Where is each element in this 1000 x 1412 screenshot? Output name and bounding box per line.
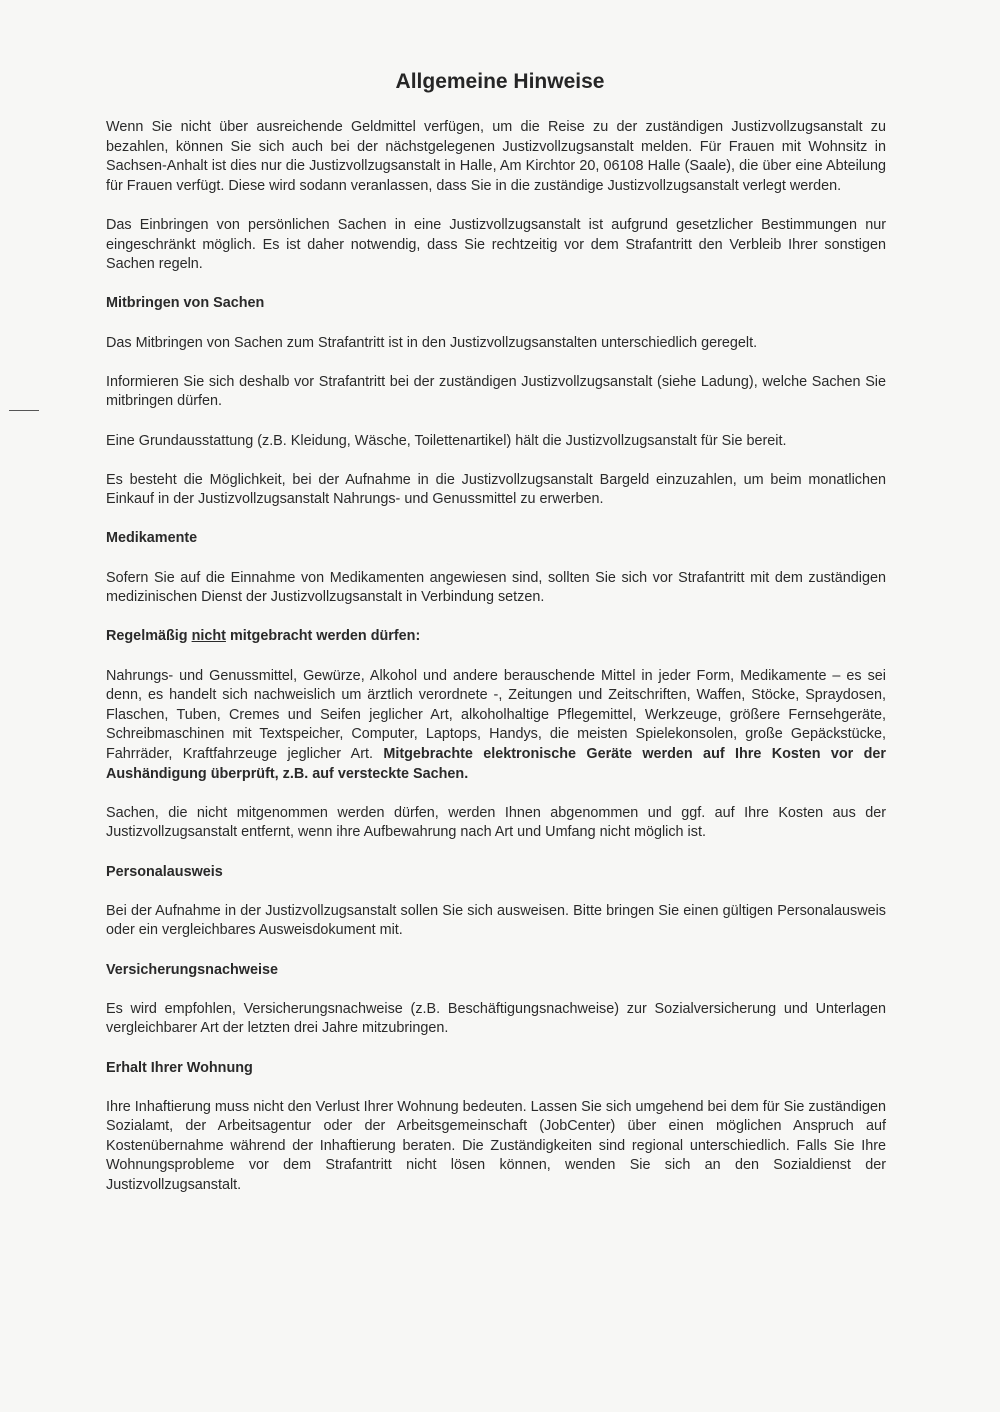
- mitbringen-paragraph-2: Informieren Sie sich deshalb vor Strafantritt bei der zuständigen Justizvollzugsanstalt (siehe Ladung), welche Sachen Sie mitbringen dürfen.: [106, 373, 886, 410]
- verboten-heading-underlined: nicht: [191, 628, 226, 645]
- section-heading-mitbringen: Mitbringen von Sachen: [106, 295, 265, 312]
- section-heading-wohnung: Erhalt Ihrer Wohnung: [106, 1059, 253, 1076]
- verboten-heading-post: mitgebracht werden dürfen:: [225, 628, 421, 645]
- verboten-heading-pre: Regelmäßig: [106, 628, 192, 645]
- intro-paragraph-2: Das Einbringen von persönlichen Sachen in eine Justizvollzugsanstalt ist aufgrund gesetzlicher Bestimmungen nur eingeschränkt möglich. Es ist daher notwendig, dass Sie rechtzeitig vor dem Strafantritt den Verbleib Ihrer sonstigen Sachen regeln.: [106, 216, 886, 273]
- document-body: [106, 118, 886, 1196]
- mitbringen-paragraph-3: Eine Grundausstattung (z.B. Kleidung, Wäsche, Toilettenartikel) hält die Justizvollzugsanstalt für Sie bereit.: [106, 432, 787, 449]
- medikamente-paragraph-1: Sofern Sie auf die Einnahme von Medikamenten angewiesen sind, sollten Sie sich vor Strafantritt mit dem zuständigen medizinischen Dienst der Justizvollzugsanstalt in Verbindung setzen.: [106, 569, 886, 606]
- section-heading-verboten: [106, 627, 886, 647]
- page-title: Allgemeine Hinweise: [395, 70, 605, 93]
- versicherung-paragraph-1: Es wird empfohlen, Versicherungsnachweise (z.B. Beschäftigungsnachweise) zur Sozialversicherung und Unterlagen vergleichbarer Art der letzten drei Jahre mitzubringen.: [106, 1000, 886, 1037]
- section-heading-versicherung: Versicherungsnachweise: [106, 961, 278, 978]
- intro-paragraph-1: Wenn Sie nicht über ausreichende Geldmittel verfügen, um die Reise zu der zuständigen Justizvollzugsanstalt zu bezahlen, können Sie sich auch bei der nächstgelegenen Justizvollzugsanstalt melden. Für Frauen mit Wohnsitz in Sachsen-Anhalt ist dies nur die Justizvollzugsanstalt in Halle, Am Kirchtor 20, 06108 Halle (Saale), die über eine Abteilung für Frauen verfügt. Diese wird sodann veranlassen, dass Sie in die zuständige Justizvollzugsanstalt verlegt werden.: [106, 119, 886, 194]
- mitbringen-paragraph-4: Es besteht die Möglichkeit, bei der Aufnahme in die Justizvollzugsanstalt Bargeld einzuzahlen, um beim monatlichen Einkauf in der Justizvollzugsanstalt Nahrungs- und Genussmittel zu erwerben.: [106, 471, 886, 508]
- verboten-bold-notice: Mitgebrachte elektronische Geräte werden auf Ihre Kosten vor der Aushändigung überprüft, z.B. auf versteckte Sachen.: [106, 746, 886, 782]
- verboten-list-text: Nahrungs- und Genussmittel, Gewürze, Alkohol und andere berauschende Mittel in jeder Form, Medikamente – es sei denn, es handelt sich nachweislich um ärztlich verordnete -, Zeitungen und Zeitschriften, Waffen, Stöcke, Spraydosen, Flaschen, Tuben, Cremes und Seifen jeglicher Art, alkoholhaltige Pflegemittel, Werkzeuge, größere Fernsehgeräte, Schreibmaschinen mit Textspeicher, Computer, Laptops, Handys, die meisten Spielekonsolen, große Gepäckstücke, Fahrräder, Kraftfahrzeuge jeglicher Art.: [106, 667, 886, 762]
- verboten-paragraph-1: [106, 667, 886, 785]
- fold-mark: [9, 410, 39, 411]
- mitbringen-paragraph-1: Das Mitbringen von Sachen zum Strafantritt ist in den Justizvollzugsanstalten unterschiedlich geregelt.: [106, 334, 758, 351]
- section-heading-medikamente: Medikamente: [106, 530, 198, 547]
- verboten-paragraph-2: Sachen, die nicht mitgenommen werden dürfen, werden Ihnen abgenommen und ggf. auf Ihre Kosten aus der Justizvollzugsanstalt entfernt, wenn ihre Aufbewahrung nach Art und Umfang nicht möglich ist.: [106, 804, 886, 841]
- section-heading-personalausweis: Personalausweis: [106, 863, 223, 880]
- wohnung-paragraph-1: Ihre Inhaftierung muss nicht den Verlust Ihrer Wohnung bedeuten. Lassen Sie sich umgehend bei dem für Sie zuständigen Sozialamt, der Arbeitsagentur oder der Arbeitsgemeinschaft (JobCenter) über einen möglichen Anspruch auf Kostenübernahme während der Inhaftierung beraten. Die Zuständigkeiten sind regional unterschiedlich. Falls Sie Ihre Wohnungsprobleme vor dem Strafantritt nicht lösen können, wenden Sie sich an den Sozialdienst der Justizvollzugsanstalt.: [106, 1098, 886, 1194]
- personalausweis-paragraph-1: Bei der Aufnahme in der Justizvollzugsanstalt sollen Sie sich ausweisen. Bitte bringen Sie einen gültigen Personalausweis oder ein vergleichbares Ausweisdokument mit.: [106, 902, 886, 939]
